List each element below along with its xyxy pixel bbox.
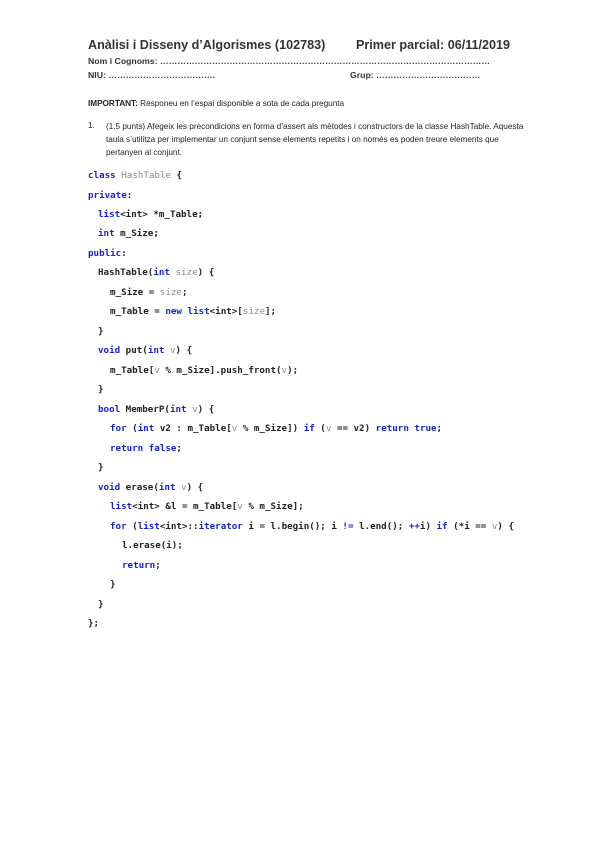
code-line: public:: [88, 248, 127, 259]
code-line: HashTable(int size) {: [98, 267, 215, 278]
code-line: }: [98, 326, 104, 337]
exam-label: Primer parcial: 06/11/2019: [356, 38, 511, 52]
niu-field: NIU: ……………………………….: [88, 70, 215, 80]
code-line: }: [110, 579, 116, 590]
question-text: (1.5 punts) Afegeix les precondicions en forma d’assert als mètodes i constructors de la classe HashTable. Aquesta taula s’utilitza per implementar un conjunt sense elements repetits i on només es poden treure elements que pertanyen al conjunt.: [106, 122, 524, 158]
code-line: l.erase(i);: [122, 540, 183, 551]
instructions-label: IMPORTANT:: [88, 99, 138, 108]
instructions: [88, 99, 344, 108]
name-field: Nom i Cognoms: ……………………………………………………………………………………………………: [88, 56, 491, 66]
code-line: for (list<int>::iterator i = l.begin(); i != l.end(); ++i) if (*i == v) {: [110, 521, 515, 532]
code-line: return false;: [110, 443, 182, 454]
code-line: bool MemberP(int v) {: [98, 404, 215, 415]
code-line: class HashTable {: [88, 170, 183, 181]
code-line: }: [98, 462, 104, 473]
question-number: 1.: [88, 121, 95, 130]
code-line: list<int> *m_Table;: [98, 209, 204, 220]
code-line: }: [98, 384, 104, 395]
code-line: private:: [88, 190, 133, 201]
code-line: void erase(int v) {: [98, 482, 204, 493]
code-line: void put(int v) {: [98, 345, 193, 356]
code-line: };: [88, 618, 100, 629]
code-line: return;: [122, 560, 161, 571]
code-line: for (int v2 : m_Table[v % m_Size]) if (v == v2) return true;: [110, 423, 443, 434]
code-line: m_Table[v % m_Size].push_front(v);: [110, 365, 299, 376]
code-line: list<int> &l = m_Table[v % m_Size];: [110, 501, 304, 512]
code-line: m_Table = new list<int>[size];: [110, 306, 277, 317]
instructions-text: Responeu en l’espai disponible a sota de cada pregunta: [137, 99, 345, 108]
course-title: Anàlisi i Disseny d’Algorismes (102783): [88, 38, 326, 52]
code-line: m_Size = size;: [110, 287, 188, 298]
code-line: int m_Size;: [98, 228, 159, 239]
group-field: Grup: ………………………………: [350, 70, 481, 80]
code-line: }: [98, 599, 104, 610]
